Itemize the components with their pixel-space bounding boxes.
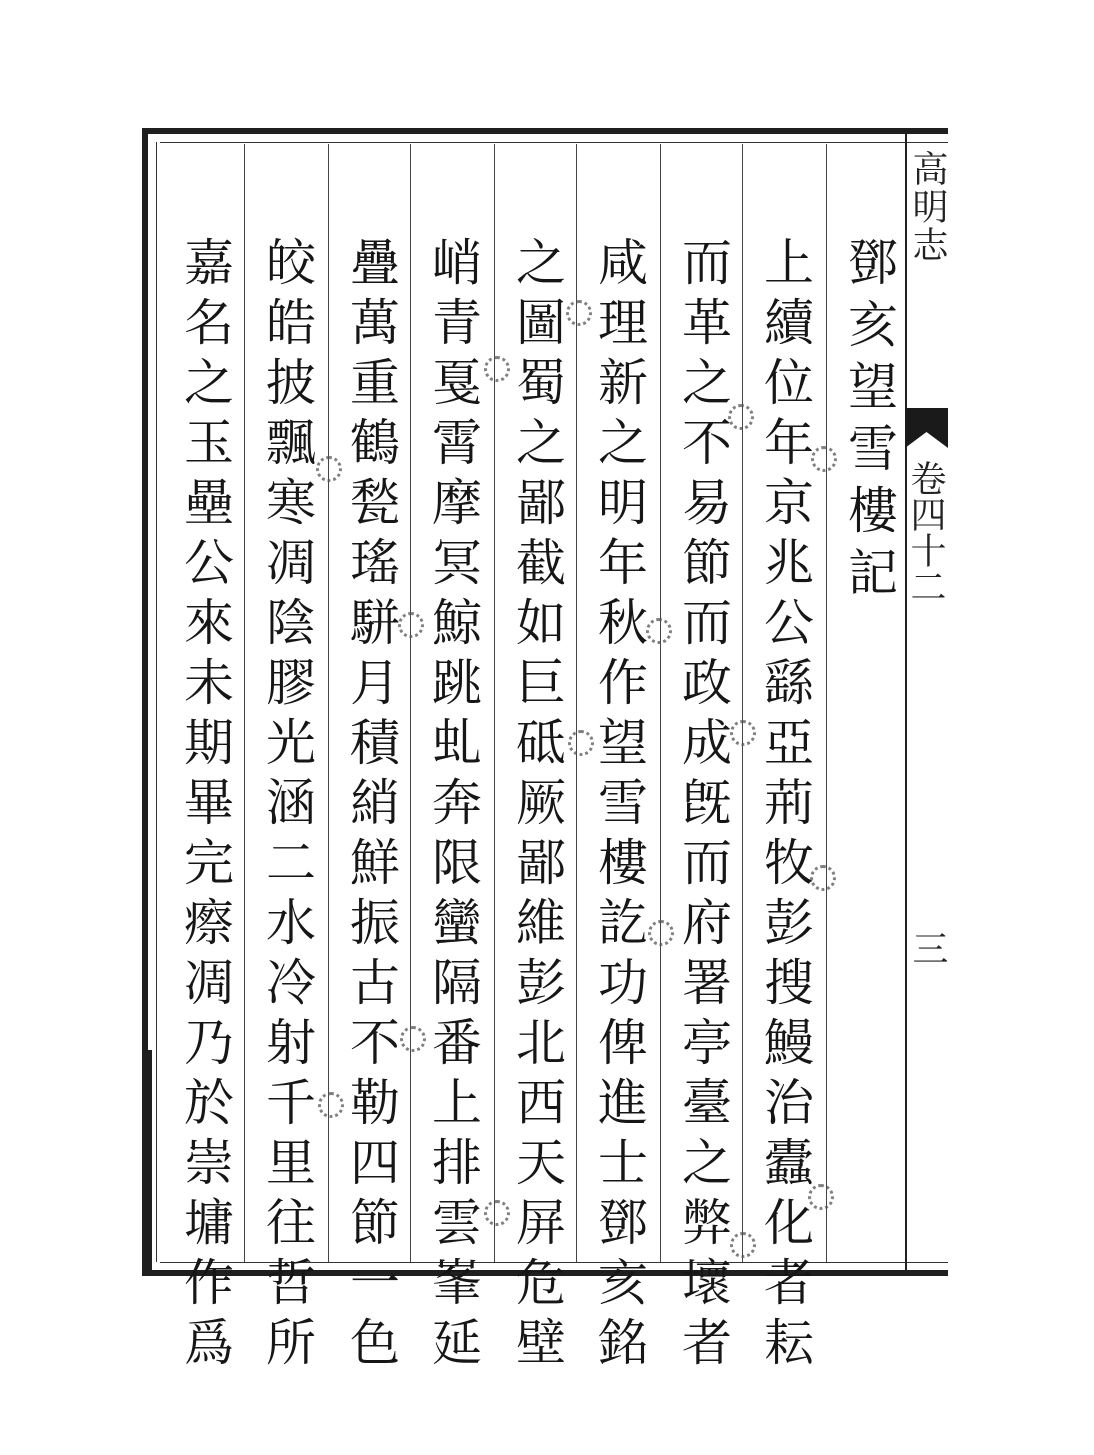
center-fold (905, 134, 950, 1270)
essay-title: 鄧亥望雪樓記 (840, 236, 898, 608)
text-column-8: 嘉名之玉壘公來未期畢完瘵凋乃於崇墉作爲 (176, 236, 234, 1376)
punctuation-mark (810, 865, 836, 891)
text-column-2: 而革之不易節而政成旣而府署亭臺之弊壞者 (674, 236, 732, 1376)
fold-volume-number: 卷四十二 (905, 460, 946, 604)
punctuation-mark (730, 720, 756, 746)
punctuation-mark (484, 356, 510, 382)
column-divider (660, 144, 661, 1262)
punctuation-mark (730, 1232, 756, 1258)
fold-book-title: 高明志 (907, 150, 948, 264)
punctuation-mark (398, 612, 424, 638)
text-column-7: 皎皓披飄寒凋陰膠光涵二水冷射千里往哲所 (258, 236, 316, 1376)
punctuation-mark (648, 920, 674, 946)
punctuation-mark (646, 618, 672, 644)
text-column-5: 峭青戛霄摩冥鯨跳虬奔限蠻隔番上排雲峯延 (424, 236, 482, 1376)
punctuation-mark (811, 446, 837, 472)
column-divider (244, 144, 245, 1262)
left-border-segment (146, 1050, 152, 1270)
column-divider (410, 144, 411, 1262)
punctuation-mark (728, 404, 754, 430)
punctuation-mark (316, 456, 342, 482)
text-column-1: 上續位年京兆公繇亞荊牧彭搜鰻治蠹化者耘 (756, 236, 814, 1376)
punctuation-mark (568, 730, 594, 756)
fold-page-number: 三 (907, 930, 948, 966)
text-column-4: 之圖蜀之鄙截如巨砥厥鄙維彭北西天屏危壁 (508, 236, 566, 1376)
punctuation-mark (566, 300, 592, 326)
punctuation-mark (484, 1200, 510, 1226)
punctuation-mark (318, 1092, 344, 1118)
punctuation-mark (400, 1026, 426, 1052)
text-column-3: 咸理新之明年秋作望雪樓訖功俾進士鄧亥銘 (590, 236, 648, 1376)
text-column-6: 疊萬重鶴甃瑤駢月積綃鮮振古不勒四節一色 (342, 236, 400, 1376)
column-divider (742, 144, 743, 1262)
top-rule (160, 142, 948, 143)
column-divider (826, 144, 827, 1262)
column-divider (494, 144, 495, 1262)
punctuation-mark (808, 1184, 834, 1210)
